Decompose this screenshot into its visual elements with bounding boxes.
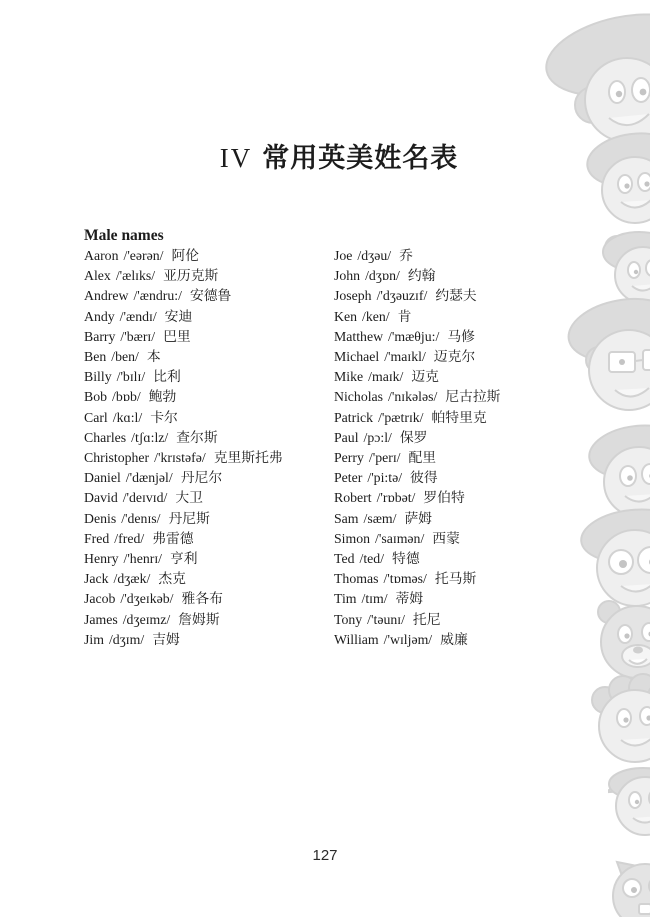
phonetic-transcription: /'təunɪ/	[367, 611, 405, 627]
name-entry	[334, 509, 574, 529]
english-name: Paul	[334, 429, 359, 445]
chinese-translation: 卡尔	[150, 409, 178, 425]
phonetic-transcription: /dʒæk/	[113, 571, 151, 587]
chinese-translation: 萨姆	[404, 510, 433, 526]
chinese-translation: 吉姆	[152, 631, 180, 647]
name-entry	[334, 488, 574, 508]
name-entry	[334, 630, 574, 650]
section-heading-male-names: Male names	[84, 227, 164, 244]
english-name: Aaron	[84, 248, 119, 263]
phonetic-transcription: /bɒb/	[112, 389, 141, 405]
name-entry	[334, 266, 574, 286]
english-name: Barry	[84, 328, 116, 344]
phonetic-transcription: /'denɪs/	[121, 510, 161, 526]
phonetic-transcription: /dʒɪm/	[108, 631, 145, 647]
name-entry	[84, 549, 334, 569]
english-name: Andrew	[84, 288, 129, 304]
name-entry	[334, 347, 574, 367]
english-name: Patrick	[334, 409, 374, 425]
english-name: Nicholas	[334, 389, 384, 405]
phonetic-transcription: /'pi:tə/	[367, 470, 403, 486]
chinese-translation: 比利	[153, 369, 181, 385]
english-name: Alex	[84, 268, 111, 284]
name-entry	[84, 428, 334, 448]
english-name: Bob	[84, 389, 107, 405]
chinese-translation: 大卫	[175, 490, 203, 506]
chinese-translation: 克里斯托弗	[213, 450, 283, 466]
english-name: Fred	[84, 530, 110, 546]
cartoon-bear-icon	[598, 597, 650, 678]
name-entry	[84, 610, 334, 630]
chinese-translation: 保罗	[399, 429, 428, 445]
chinese-translation: 亚历克斯	[163, 268, 219, 284]
english-name: Daniel	[84, 470, 121, 486]
chinese-translation: 迈克尔	[433, 349, 476, 365]
phonetic-transcription: /'nɪkələs/	[388, 389, 438, 405]
chinese-translation: 约瑟夫	[435, 288, 477, 304]
name-entry	[84, 488, 334, 508]
name-entry	[334, 307, 574, 327]
phonetic-transcription: /'bɪlɪ/	[116, 369, 146, 385]
english-name: Ben	[84, 349, 107, 365]
chinese-translation: 本	[146, 349, 161, 365]
phonetic-transcription: /ted/	[359, 551, 385, 567]
chinese-translation: 特德	[392, 551, 420, 567]
chinese-translation: 丹尼尔	[180, 470, 223, 486]
phonetic-transcription: /'deɪvɪd/	[122, 490, 168, 506]
phonetic-transcription: /'ændru:/	[133, 288, 182, 304]
chinese-translation: 鲍勃	[148, 389, 177, 405]
chinese-translation: 乔	[399, 248, 413, 263]
name-entry	[334, 468, 574, 488]
phonetic-transcription: /maɪk/	[368, 369, 404, 385]
phonetic-transcription: /'bærɪ/	[120, 328, 156, 344]
english-name: James	[84, 611, 118, 627]
phonetic-transcription: /pɔ:l/	[363, 429, 392, 445]
chinese-translation: 弗雷德	[152, 530, 194, 546]
phonetic-transcription: /sæm/	[363, 510, 397, 526]
cartoon-girl-wavy-hair-icon	[539, 2, 650, 142]
phonetic-transcription: /dʒeɪmz/	[122, 611, 171, 627]
name-entry	[334, 549, 574, 569]
chinese-translation: 迈克	[411, 369, 439, 385]
english-name: Sam	[334, 510, 359, 526]
chinese-translation: 帕特里克	[431, 409, 487, 425]
english-name: Christopher	[84, 450, 150, 466]
english-name: Jacob	[84, 591, 116, 607]
name-entry	[334, 327, 574, 347]
phonetic-transcription: /'eərən/	[123, 248, 164, 263]
english-name: Joe	[334, 248, 353, 263]
phonetic-transcription: /'dʒəuzɪf/	[376, 288, 428, 304]
english-name: Denis	[84, 510, 117, 526]
english-name: Robert	[334, 490, 372, 506]
phonetic-transcription: /'dænjəl/	[125, 470, 173, 486]
name-entry	[84, 347, 334, 367]
english-name: Thomas	[334, 571, 379, 587]
name-entry	[334, 448, 574, 468]
chinese-translation: 罗伯特	[423, 490, 465, 506]
name-entry	[334, 286, 574, 306]
english-name: Henry	[84, 551, 119, 567]
chinese-translation: 约翰	[407, 268, 436, 284]
name-entry	[334, 569, 574, 589]
name-entry	[84, 569, 334, 589]
english-name: Mike	[334, 369, 364, 385]
chinese-translation: 威廉	[440, 631, 468, 647]
phonetic-transcription: /'henrɪ/	[123, 551, 162, 567]
english-name: Jack	[84, 571, 109, 587]
page-number: 127	[312, 847, 338, 864]
chinese-translation: 杰克	[158, 571, 186, 587]
phonetic-transcription: /tɪm/	[361, 591, 388, 607]
english-name: David	[84, 490, 118, 506]
phonetic-transcription: /tʃɑ:lz/	[131, 429, 169, 445]
phonetic-transcription: /ben/	[111, 349, 139, 365]
name-entry	[84, 630, 334, 650]
name-entry	[334, 246, 574, 266]
phonetic-transcription: /fred/	[114, 530, 145, 546]
cartoon-curly-hair-boy-icon	[592, 674, 650, 762]
english-name: Ken	[334, 308, 357, 324]
chinese-translation: 安德鲁	[189, 288, 232, 304]
chinese-translation: 亨利	[170, 551, 198, 567]
chinese-translation: 彼得	[410, 470, 438, 486]
name-entry	[334, 387, 574, 407]
english-name: Charles	[84, 429, 127, 445]
phonetic-transcription: /'maɪkl/	[384, 349, 426, 365]
name-entry	[84, 266, 334, 286]
name-entry	[334, 529, 574, 549]
phonetic-transcription: /'rɒbət/	[376, 490, 416, 506]
english-name: Matthew	[334, 328, 384, 344]
chinese-translation: 丹尼斯	[168, 510, 210, 526]
english-name: Ted	[334, 551, 355, 567]
english-name: Tony	[334, 611, 363, 627]
name-entry	[334, 408, 574, 428]
chinese-translation: 尼古拉斯	[445, 389, 501, 405]
phonetic-transcription: /kɑ:l/	[112, 409, 143, 425]
name-entry	[84, 327, 334, 347]
phonetic-transcription: /'tɒməs/	[383, 571, 427, 587]
page-title-roman-numeral: IV	[219, 143, 253, 173]
name-list-left-column	[84, 246, 334, 650]
cartoon-squirrel-icon	[613, 858, 650, 917]
english-name: Michael	[334, 349, 380, 365]
phonetic-transcription: /'ændɪ/	[119, 308, 157, 324]
name-entry	[334, 428, 574, 448]
phonetic-transcription: /dʒɒn/	[365, 268, 400, 284]
english-name: Jim	[84, 631, 104, 647]
name-entry	[84, 387, 334, 407]
cartoon-boy-glasses-icon	[564, 291, 650, 410]
cartoon-boy-icon	[586, 420, 650, 517]
name-entry	[334, 589, 574, 609]
name-entry	[84, 408, 334, 428]
name-entry	[84, 246, 334, 266]
name-entry	[84, 307, 334, 327]
english-name: William	[334, 631, 379, 647]
chinese-translation: 巴里	[163, 328, 191, 344]
name-entry	[84, 468, 334, 488]
name-entry	[84, 286, 334, 306]
english-name: Joseph	[334, 288, 372, 304]
chinese-translation: 蒂姆	[395, 591, 424, 607]
phonetic-transcription: /'perɪ/	[368, 450, 401, 466]
chinese-translation: 西蒙	[432, 530, 460, 546]
name-entry	[84, 529, 334, 549]
name-entry	[84, 509, 334, 529]
english-name: Tim	[334, 591, 357, 607]
chinese-translation: 雅各布	[181, 591, 223, 607]
name-entry	[84, 367, 334, 387]
english-name: Simon	[334, 530, 371, 546]
name-entry	[84, 448, 334, 468]
phonetic-transcription: /'wɪljəm/	[383, 631, 433, 647]
page-title-chinese: 常用英美姓名表	[262, 143, 459, 174]
phonetic-transcription: /dʒəu/	[357, 248, 392, 263]
phonetic-transcription: /'mæθju:/	[388, 328, 440, 344]
chinese-translation: 托尼	[412, 611, 441, 627]
chinese-translation: 托马斯	[434, 571, 477, 587]
page-title	[14, 136, 650, 175]
name-entry	[84, 589, 334, 609]
cartoon-girl-cap-icon	[609, 768, 650, 835]
english-name: Peter	[334, 470, 363, 486]
english-name: Perry	[334, 450, 364, 466]
chinese-translation: 阿伦	[171, 248, 200, 263]
chinese-translation: 配里	[408, 450, 437, 466]
chinese-translation: 肯	[397, 308, 412, 324]
name-entry	[334, 610, 574, 630]
phonetic-transcription: /'pætrɪk/	[378, 409, 424, 425]
phonetic-transcription: /'krɪstəfə/	[154, 450, 206, 466]
phonetic-transcription: /'saɪmən/	[375, 530, 425, 546]
phonetic-transcription: /'ælɪks/	[115, 268, 156, 284]
cartoon-boy-big-eyes-icon	[579, 505, 650, 606]
chinese-translation: 安迪	[164, 308, 193, 324]
english-name: John	[334, 268, 361, 284]
name-entry	[334, 367, 574, 387]
phonetic-transcription: /'dʒeɪkəb/	[120, 591, 174, 607]
phonetic-transcription: /ken/	[362, 308, 390, 324]
chinese-translation: 马修	[447, 328, 475, 344]
english-name: Carl	[84, 409, 108, 425]
chinese-translation: 詹姆斯	[178, 611, 220, 627]
name-list-right-column	[334, 246, 574, 650]
english-name: Andy	[84, 308, 115, 324]
cartoon-girl-pigtails-icon	[603, 232, 650, 303]
english-name: Billy	[84, 369, 112, 385]
chinese-translation: 查尔斯	[176, 429, 218, 445]
